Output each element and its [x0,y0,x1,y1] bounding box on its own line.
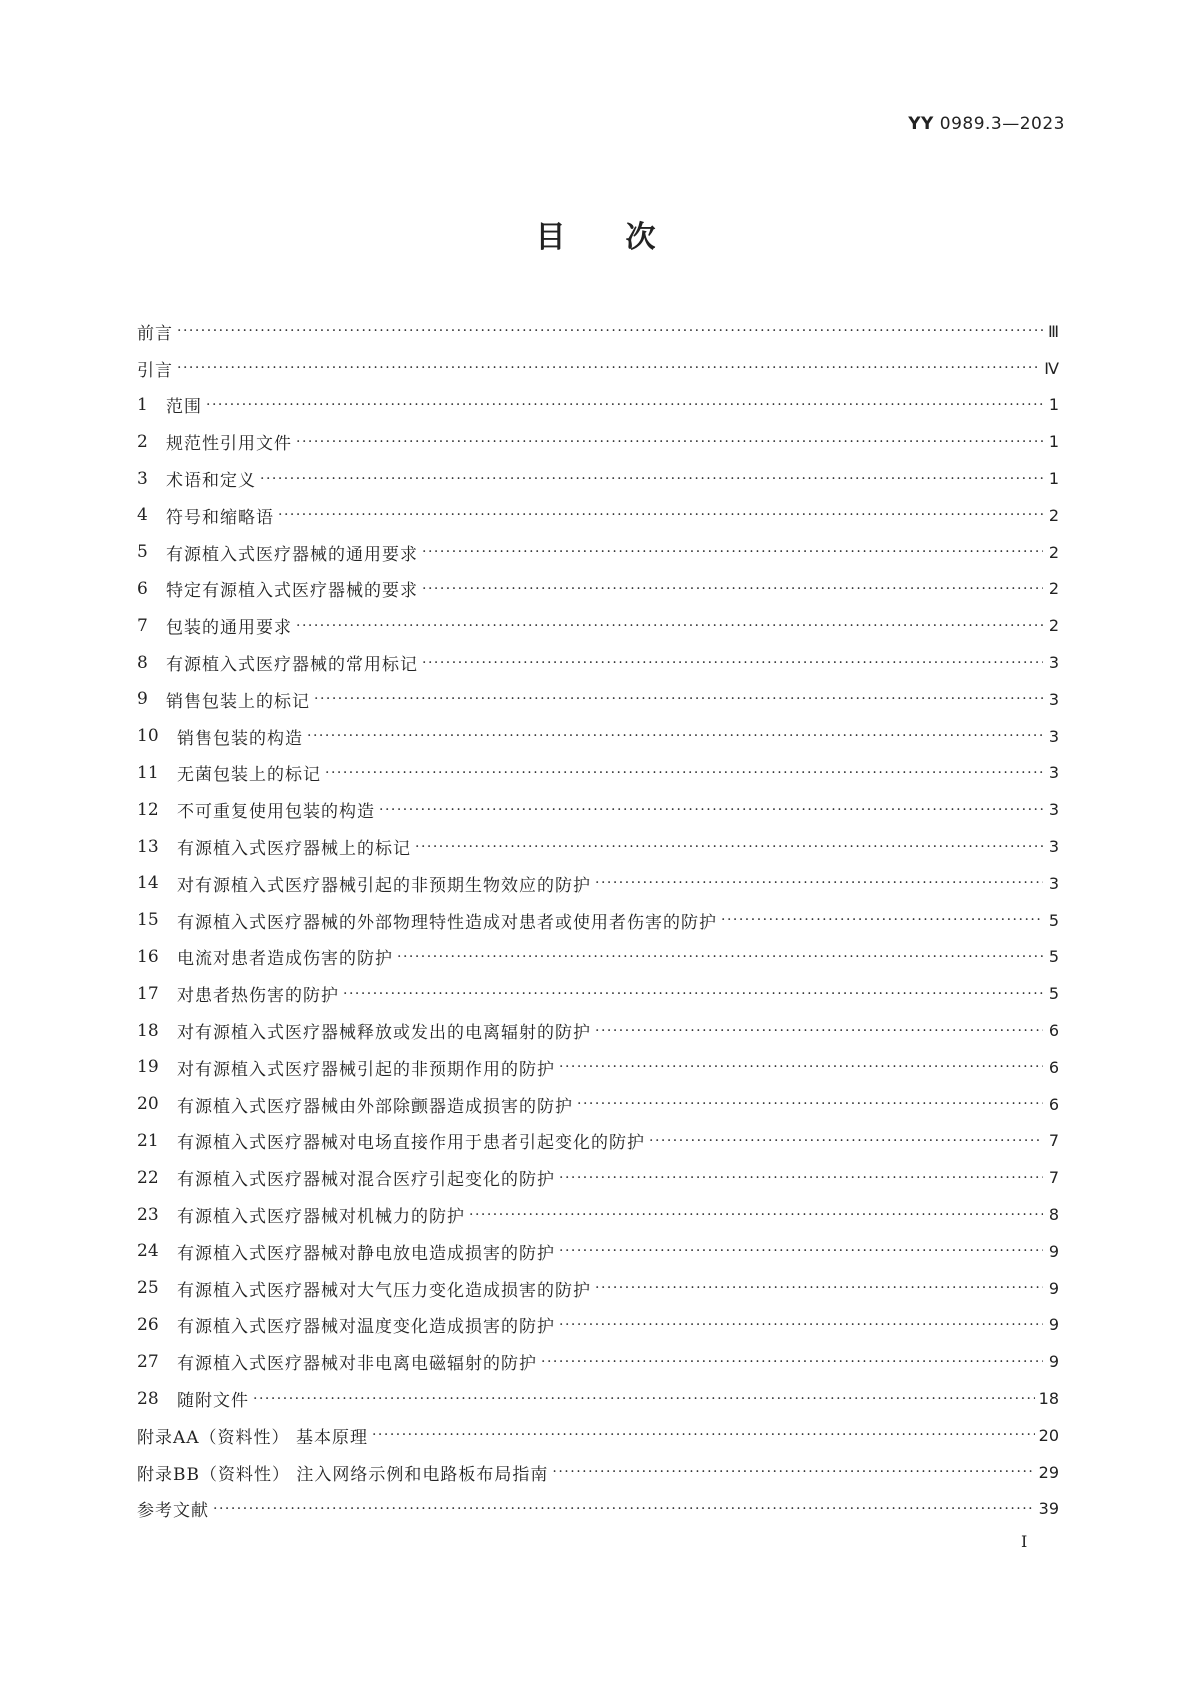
dot-leader [379,802,1043,818]
standard-code: 0989.3—2023 [939,114,1065,134]
toc-entry-number: 8 [137,652,148,673]
toc-entry-number: 3 [137,468,148,489]
toc-entry[interactable] [137,1049,1059,1086]
toc-entry-label: 有源植入式医疗器械对电场直接作用于患者引起变化的防护 [177,1133,645,1154]
toc-entry[interactable] [137,1343,1059,1380]
dot-leader [296,618,1043,634]
toc-entry-number: 19 [137,1057,159,1078]
toc-entry-page: 5 [1048,947,1059,967]
toc-entry-page: 7 [1048,1168,1059,1188]
dot-leader [415,839,1043,855]
toc-entry-page: 9 [1048,1315,1059,1335]
toc-entry-label: 电流对患者造成伤害的防护 [177,949,393,970]
toc-entry-label: 前言 [137,323,173,344]
toc-entry-page: 3 [1048,837,1059,857]
toc-entry[interactable] [137,350,1059,387]
dot-leader [721,912,1043,928]
toc-entry-number: 22 [137,1167,159,1188]
toc-entry-page: 20 [1038,1425,1059,1445]
toc-entry[interactable] [137,1233,1059,1270]
toc-entry-page: 8 [1048,1205,1059,1225]
toc-entry-page: 3 [1048,689,1059,709]
toc-entry-label: 有源植入式医疗器械的通用要求 [166,544,418,565]
toc-entry-number: 6 [137,578,148,599]
dot-leader [397,949,1043,965]
toc-entry-number: 13 [137,836,159,857]
toc-entry-page: 2 [1048,542,1059,562]
toc-entry[interactable] [137,828,1059,865]
toc-entry-label: 附录AA（资料性） 基本原理 [137,1427,368,1448]
toc-entry[interactable] [137,791,1059,828]
toc-entry-label: 有源植入式医疗器械对非电离电磁辐射的防护 [177,1354,537,1375]
toc-entry-number: 12 [137,799,159,820]
page-number: Ⅰ [1021,1532,1028,1551]
dot-leader [260,471,1043,487]
toc-entry[interactable] [137,718,1059,755]
toc-entry[interactable] [137,1417,1059,1454]
toc-entry[interactable] [137,1380,1059,1417]
toc-entry[interactable] [137,1086,1059,1123]
toc-entry-page: 39 [1038,1499,1059,1519]
toc-entry-page: 7 [1048,1131,1059,1151]
toc-entry-label: 销售包装上的标记 [166,691,310,712]
toc-entry-page: Ⅳ [1044,358,1059,378]
toc-entry-label: 规范性引用文件 [166,434,292,455]
toc-entry-number: 23 [137,1204,159,1225]
toc-entry-label: 无菌包装上的标记 [177,765,321,786]
toc-entry-label: 有源植入式医疗器械对机械力的防护 [177,1207,465,1228]
toc-entry-page: 1 [1048,395,1059,415]
toc-entry-number: 16 [137,946,159,967]
dot-leader [422,544,1043,560]
toc-entry-page: 18 [1038,1389,1059,1408]
toc-entry[interactable] [137,1123,1059,1160]
toc-entry-label: 有源植入式医疗器械对静电放电造成损害的防护 [177,1243,555,1264]
dot-leader [422,655,1043,671]
toc-entry-page: 6 [1048,1021,1059,1041]
dot-leader [577,1096,1043,1112]
table-of-contents [137,313,1059,1527]
toc-entry-label: 有源植入式医疗器械上的标记 [177,839,411,860]
dot-leader [469,1207,1043,1223]
toc-entry[interactable] [137,681,1059,718]
toc-entry-number: 24 [137,1241,159,1262]
toc-entry-number: 21 [137,1130,159,1151]
dot-leader [559,1170,1043,1186]
toc-entry[interactable] [137,571,1059,608]
toc-entry-number: 14 [137,873,159,894]
toc-entry-number: 11 [137,762,159,783]
toc-entry-label: 有源植入式医疗器械由外部除颤器造成损害的防护 [177,1096,573,1117]
standard-prefix: YY [908,114,934,134]
toc-entry[interactable] [137,1196,1059,1233]
toc-entry-label: 不可重复使用包装的构造 [177,802,375,823]
dot-leader [278,507,1043,523]
toc-entry-label: 引言 [137,360,173,381]
toc-entry[interactable] [137,1491,1059,1528]
dot-leader [552,1464,1034,1480]
toc-entry-page: 1 [1048,432,1059,452]
toc-entry[interactable] [137,534,1059,571]
dot-leader [314,691,1043,707]
toc-entry-page: 9 [1048,1241,1059,1261]
toc-entry[interactable] [137,387,1059,424]
dot-leader [253,1391,1035,1407]
toc-entry-page: 5 [1048,910,1059,930]
dot-leader [649,1133,1043,1149]
toc-entry-number: 18 [137,1020,159,1041]
toc-entry-label: 附录BB（资料性） 注入网络示例和电路板布局指南 [137,1464,549,1485]
toc-entry-page: 9 [1048,1352,1059,1372]
dot-leader [343,986,1043,1002]
toc-entry[interactable] [137,607,1059,644]
toc-entry-label: 有源植入式医疗器械对大气压力变化造成损害的防护 [177,1280,591,1301]
toc-entry-number: 17 [137,983,159,1004]
toc-entry[interactable] [137,975,1059,1012]
toc-entry-label: 范围 [166,397,202,418]
toc-entry[interactable] [137,460,1059,497]
toc-entry[interactable] [137,939,1059,976]
toc-entry-label: 对有源植入式医疗器械引起的非预期作用的防护 [177,1059,555,1080]
dot-leader [595,1023,1043,1039]
toc-entry-label: 有源植入式医疗器械对温度变化造成损害的防护 [177,1317,555,1338]
toc-entry[interactable] [137,644,1059,681]
toc-entry-page: 2 [1048,579,1059,599]
toc-entry[interactable] [137,1307,1059,1344]
toc-entry-page: 3 [1048,873,1059,893]
toc-entry-page: 3 [1048,800,1059,820]
dot-leader [559,1243,1043,1259]
dot-leader [541,1354,1043,1370]
toc-entry[interactable] [137,1270,1059,1307]
toc-entry-number: 4 [137,505,148,526]
dot-leader [372,1427,1035,1443]
toc-entry[interactable] [137,1159,1059,1196]
toc-entry-page: 2 [1048,616,1059,636]
dot-leader [422,581,1043,597]
toc-entry-label: 对患者热伤害的防护 [177,986,339,1007]
toc-entry[interactable] [137,755,1059,792]
toc-entry-page: 5 [1048,984,1059,1004]
toc-entry-number: 15 [137,910,159,931]
toc-entry-number: 27 [137,1351,159,1372]
toc-entry-page: 29 [1038,1462,1059,1482]
dot-leader [595,875,1043,891]
toc-entry-label: 有源植入式医疗器械的外部物理特性造成对患者或使用者伤害的防护 [177,912,717,933]
toc-entry-page: 9 [1048,1278,1059,1298]
dot-leader [595,1280,1043,1296]
toc-entry-number: 2 [137,431,148,452]
toc-entry[interactable] [137,313,1059,350]
toc-entry-label: 包装的通用要求 [166,618,292,639]
toc-entry-number: 7 [137,615,148,636]
page-title: 目次 [535,220,716,255]
toc-entry-number: 5 [137,542,148,563]
toc-entry-page: 2 [1048,505,1059,525]
toc-entry[interactable] [137,1454,1059,1491]
toc-entry-label: 术语和定义 [166,471,256,492]
toc-entry-page: 6 [1048,1094,1059,1114]
dot-leader [206,397,1043,413]
toc-entry-page: 6 [1048,1057,1059,1077]
toc-entry-label: 参考文献 [137,1501,209,1522]
toc-entry[interactable] [137,423,1059,460]
toc-entry[interactable] [137,1012,1059,1049]
toc-entry-label: 销售包装的构造 [177,728,303,749]
toc-entry-number: 9 [137,689,148,710]
toc-entry-page: 3 [1048,653,1059,673]
toc-entry-number: 20 [137,1094,159,1115]
dot-leader [559,1059,1043,1075]
toc-entry-number: 10 [137,726,159,747]
toc-entry-number: 28 [137,1388,159,1409]
toc-entry[interactable] [137,902,1059,939]
dot-leader [296,434,1043,450]
toc-entry-number: 1 [137,394,148,415]
toc-entry-page: 1 [1048,469,1059,489]
dot-leader [325,765,1043,781]
toc-entry-label: 有源植入式医疗器械对混合医疗引起变化的防护 [177,1170,555,1191]
dot-leader [177,360,1040,376]
dot-leader [559,1317,1043,1333]
dot-leader [177,323,1043,339]
dot-leader [307,728,1043,744]
toc-entry-page: 3 [1048,726,1059,746]
toc-entry-label: 对有源植入式医疗器械引起的非预期生物效应的防护 [177,875,591,896]
toc-entry-page: Ⅲ [1047,321,1059,341]
dot-leader [213,1501,1035,1517]
toc-entry[interactable] [137,497,1059,534]
toc-entry-number: 26 [137,1314,159,1335]
toc-entry-page: 3 [1048,763,1059,783]
toc-entry-label: 对有源植入式医疗器械释放或发出的电离辐射的防护 [177,1023,591,1044]
standard-number [908,114,1065,134]
toc-entry-label: 随附文件 [177,1391,249,1411]
toc-entry-label: 有源植入式医疗器械的常用标记 [166,655,418,676]
toc-entry-number: 25 [137,1278,159,1299]
toc-entry[interactable] [137,865,1059,902]
toc-entry-label: 特定有源植入式医疗器械的要求 [166,581,418,602]
toc-entry-label: 符号和缩略语 [166,507,274,528]
